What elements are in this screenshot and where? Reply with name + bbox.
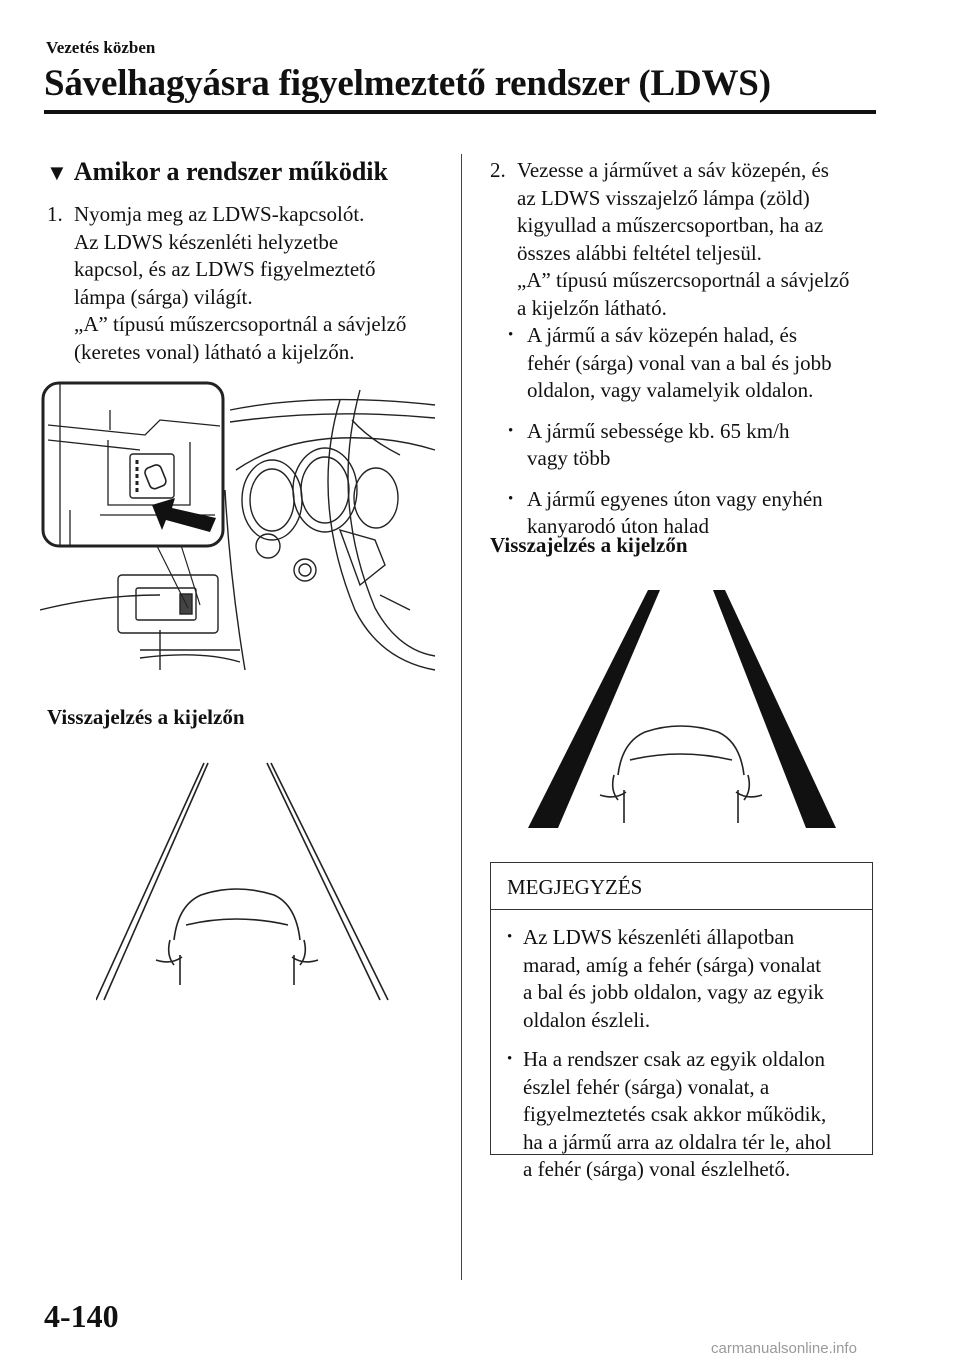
list-item (505, 924, 862, 1034)
text-line: Vezesse a járművet a sáv közepén, és (517, 158, 829, 182)
lane-departure-icon (130, 454, 174, 498)
text-line: vagy több (527, 446, 611, 470)
text-line: lámpa (sárga) világít. (74, 284, 253, 309)
triangle-down-icon: ▼ (46, 160, 68, 185)
text-line: Az LDWS készenléti helyzetbe (74, 229, 339, 254)
step-1-number: 1. (47, 202, 63, 226)
text-line: • A jármű sebessége kb. 65 km/h (527, 418, 790, 443)
step-1-text (74, 201, 447, 366)
text-line: marad, amíg a fehér (sárga) vonalat (523, 952, 822, 977)
column-divider (461, 154, 462, 1280)
text-line: a bal és jobb oldalon, vagy az egyik (523, 980, 824, 1004)
text-line: az LDWS visszajelző lámpa (zöld) (517, 185, 810, 210)
page-number: 4-140 (44, 1298, 119, 1334)
left-caption: Visszajelzés a kijelzőn (47, 705, 245, 729)
step-2-text (517, 157, 890, 322)
text-line: (keretes vonal) látható a kijelzőn. (74, 339, 355, 364)
text-line: • Ha a rendszer csak az egyik oldalon (523, 1047, 826, 1071)
title-rule (44, 110, 876, 114)
display-lane-solid-illustration (528, 585, 838, 835)
list-item (500, 322, 890, 405)
text-line: ha a jármű arra az oldalra tér le, ahol (523, 1129, 832, 1154)
note-box (490, 862, 873, 1181)
text-line: fehér (sárga) vonal van a bal és jobb (527, 350, 832, 375)
subheading (46, 157, 388, 187)
step-2-number: 2. (490, 158, 506, 182)
text-line: a kijelzőn látható. (517, 295, 667, 320)
text-line: kanyarodó úton halad (527, 514, 709, 538)
step-1 (47, 201, 447, 366)
text-line: oldalon, vagy valamelyik oldalon. (527, 378, 814, 402)
text-line: Nyomja meg az LDWS-kapcsolót. (74, 202, 365, 226)
text-line: figyelmeztetés csak akkor működik, (523, 1102, 827, 1126)
text-line: „A” típusú műszercsoportnál a sávjelző (517, 268, 850, 292)
text-line: kapcsol, és az LDWS figyelmeztető (74, 257, 376, 281)
dashboard-switch-illustration (40, 380, 440, 675)
text-line: • A jármű egyenes úton vagy enyhén (527, 486, 823, 511)
display-lane-outline-illustration (96, 755, 396, 1005)
page-title: Sávelhagyásra figyelmeztető rendszer (LDWS) (44, 63, 771, 104)
right-caption: Visszajelzés a kijelzőn (490, 533, 688, 557)
text-line: összes alábbi feltétel teljesül. (517, 240, 762, 265)
section-label: Vezetés közben (46, 38, 156, 57)
note-heading: MEGJEGYZÉS (491, 863, 872, 910)
step-2 (490, 157, 890, 322)
text-line: • Az LDWS készenléti állapotban (523, 925, 795, 949)
text-line: oldalon észleli. (523, 1007, 651, 1032)
text-line: „A” típusú műszercsoportnál a sávjelző (74, 312, 407, 336)
text-line: a fehér (sárga) vonal észlelhető. (523, 1157, 791, 1181)
text-line: kigyullad a műszercsoportban, ha az (517, 213, 824, 237)
text-line: észlel fehér (sárga) vonalat, a (523, 1074, 770, 1099)
watermark: carmanualsonline.info (711, 1340, 857, 1357)
list-item (505, 1046, 862, 1184)
text-line: • A jármű a sáv közepén halad, és (527, 323, 797, 347)
condition-list (500, 322, 890, 554)
note-list (491, 910, 872, 1184)
subheading-text: Amikor a rendszer működik (73, 157, 388, 186)
list-item (500, 418, 890, 473)
